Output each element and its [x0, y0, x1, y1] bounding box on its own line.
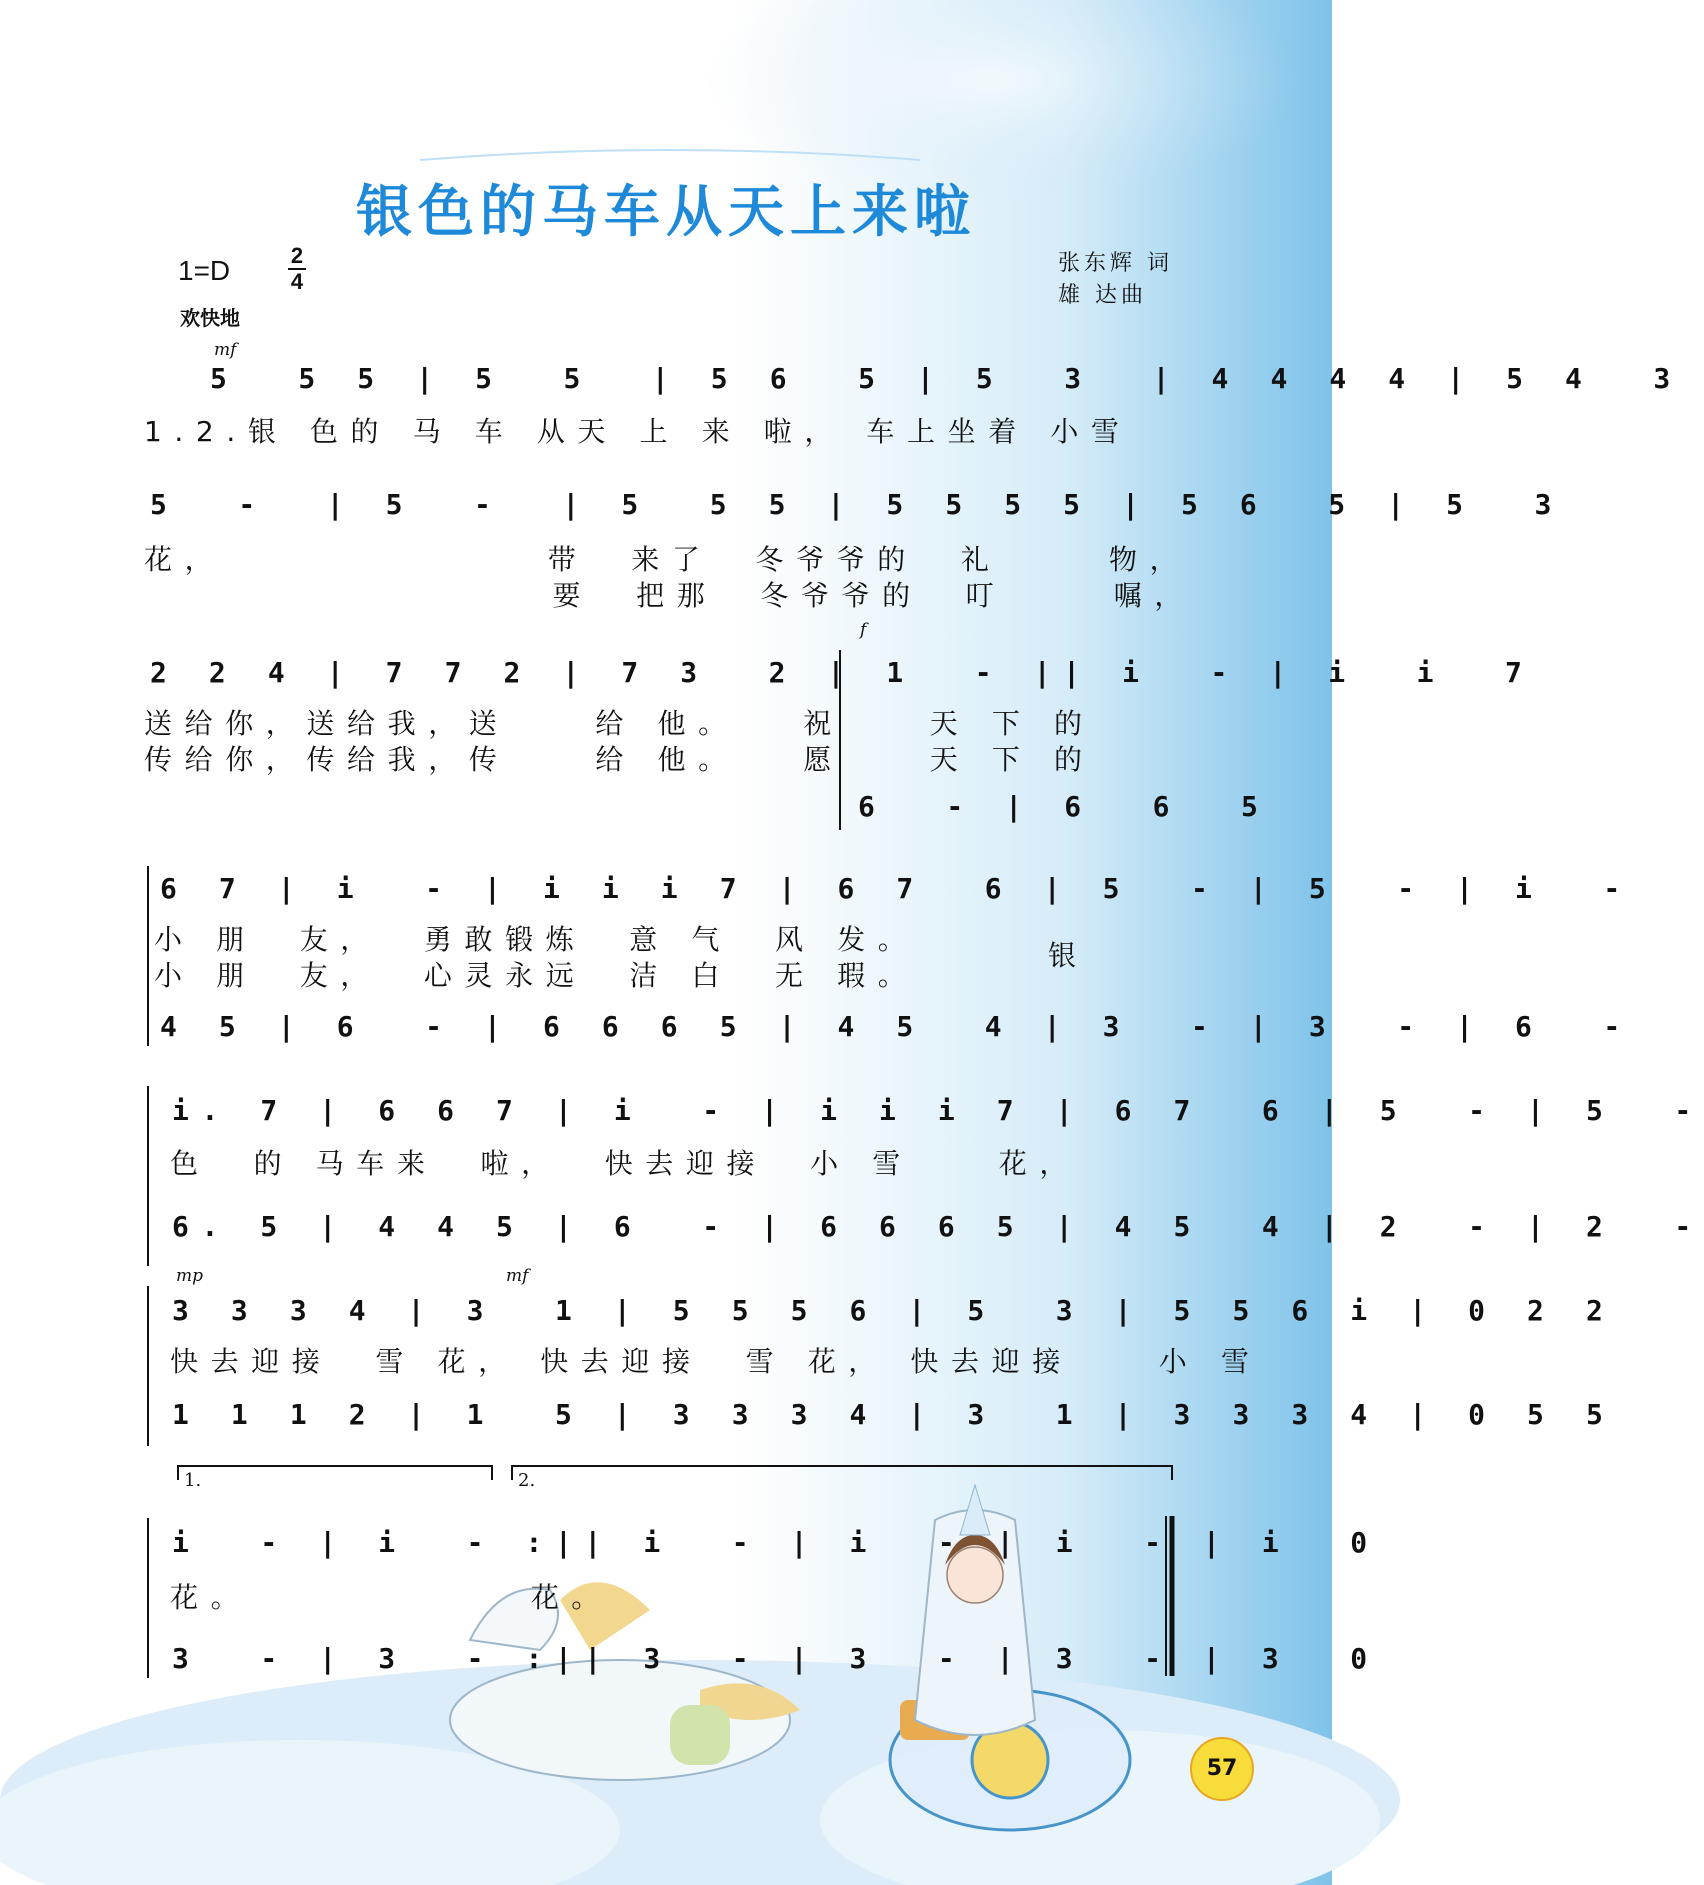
system-2-lyrics-verse2: 要 把那 冬爷爷的 叮 嘱， [144, 579, 1196, 612]
system-7-harmony: 3 - | 3 - :|| 3 - | 3 - | 3 - | 3 0 [172, 1642, 1380, 1675]
system-4-harmony: 4 5 | 6 - | 6 6 6 5 | 4 5 4 | 3 - | 3 - | 6 - [160, 1010, 1633, 1043]
system-4-lyrics-side: 银 [1048, 939, 1089, 972]
system-3-lyrics-verse1: 送给你，送给我，送 给 他。 祝 天 下 的 [144, 707, 1095, 740]
song-title: 银色的马车从天上来啦 [356, 180, 976, 245]
volta-2-label: 2. [518, 1470, 536, 1491]
system-4-notes: 6 7 | i - | i i i 7 | 6 7 6 | 5 - | 5 - | i - [160, 872, 1633, 905]
dynamic-mp: mp [176, 1266, 204, 1286]
lyricist-credit: 张东辉 词 [1058, 251, 1173, 276]
dynamic-mf-2: mf [506, 1266, 529, 1286]
system-2-lyrics-verse1: 花， 带 来了 冬爷爷的 礼 物， [144, 543, 1191, 576]
system-1-lyrics: 1.2.银 色的 马 车 从天 上 来 啦， 车上坐着 小雪 [144, 415, 1132, 448]
system-7-lyrics: 花。 花。 [170, 1581, 612, 1614]
dynamic-f: f [860, 620, 867, 640]
system-5-harmony: 6. 5 | 4 4 5 | 6 - | 6 6 6 5 | 4 5 4 | 2 - | 2 - [172, 1210, 1704, 1243]
key-label: 1=D [178, 255, 231, 286]
system-3-harmony: 6 - | 6 6 5 [858, 790, 1271, 823]
time-signature-top: 2 [290, 243, 304, 268]
system-5-notes: i. 7 | 6 6 7 | i - | i i i 7 | 6 7 6 | 5 - | 5 - [172, 1094, 1704, 1127]
system-7-notes: i - | i - :|| i - | i - | i - | i 0 [172, 1526, 1380, 1559]
system-4-lyrics-verse1: 小 朋 友， 勇敢锻炼 意 气 风 发。 [154, 923, 919, 956]
composer-credit: 雄 达曲 [1058, 283, 1147, 308]
system-2-notes: 5 - | 5 - | 5 5 5 | 5 5 5 5 | 5 6 5 | 5 3 [150, 488, 1564, 521]
system-6-harmony: 1 1 1 2 | 1 5 | 3 3 3 4 | 3 1 | 3 3 3 4 | 0 5 5 [172, 1398, 1616, 1431]
system-3-lyrics-verse2: 传给你，传给我，传 给 他。 愿 天 下 的 [144, 743, 1095, 776]
system-6-notes: 3 3 3 4 | 3 1 | 5 5 5 6 | 5 3 | 5 5 6 i | 0 2 2 [172, 1294, 1616, 1327]
system-3-notes: 2 2 4 | 7 7 2 | 7 3 2 | 1 - || i - | i i 7 [150, 656, 1535, 689]
system-1-notes: 5 5 5 | 5 5 | 5 6 5 | 5 3 | 4 4 4 4 | 5 4 3 [210, 362, 1683, 395]
dynamic-mf: mf [214, 340, 237, 360]
time-signature-bottom: 4 [290, 269, 304, 294]
tempo-marking: 欢快地 [180, 306, 240, 330]
page-number: 57 [1190, 1737, 1254, 1801]
system-5-lyrics: 色 的 马车来 啦， 快去迎接 小 雪 花， [170, 1147, 1081, 1180]
system-6-lyrics: 快去迎接 雪 花， 快去迎接 雪 花， 快去迎接 小 雪 [170, 1345, 1262, 1378]
system-4-lyrics-verse2: 小 朋 友， 心灵永远 洁 白 无 瑕。 [154, 959, 919, 992]
volta-1-label: 1. [184, 1470, 202, 1491]
